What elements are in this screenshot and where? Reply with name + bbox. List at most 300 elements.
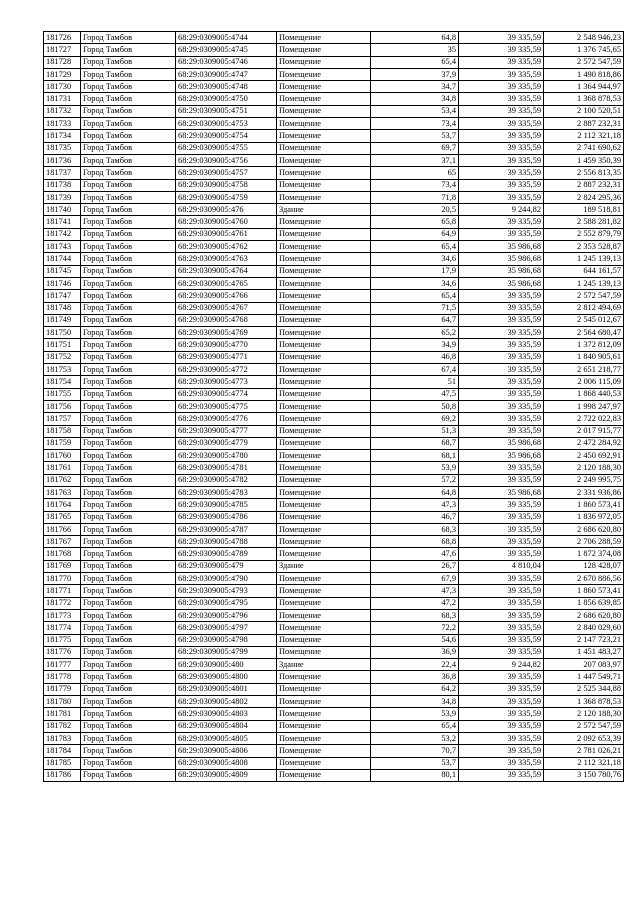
cadastral-number-cell: 68:29:0309005:4754	[176, 130, 277, 142]
cadastral-number-cell: 68:29:0309005:4802	[176, 696, 277, 708]
table-row	[44, 154, 624, 166]
unit-value-cell: 39 335,59	[459, 548, 544, 560]
unit-value-cell: 39 335,59	[459, 81, 544, 93]
cadastral-value-cell: 1 840 905,61	[544, 351, 624, 363]
unit-value-cell: 39 335,59	[459, 388, 544, 400]
area-cell: 34,6	[371, 253, 459, 265]
row-number-cell: 181777	[44, 659, 81, 671]
object-type-cell: Помещение	[277, 376, 371, 388]
object-type-cell: Помещение	[277, 400, 371, 412]
area-cell: 17,9	[371, 265, 459, 277]
row-number-cell: 181743	[44, 241, 81, 253]
row-number-cell: 181728	[44, 56, 81, 68]
table-row	[44, 523, 624, 535]
area-cell: 68,3	[371, 523, 459, 535]
table-row	[44, 474, 624, 486]
city-cell: Город Тамбов	[81, 105, 176, 117]
city-cell: Город Тамбов	[81, 167, 176, 179]
city-cell: Город Тамбов	[81, 425, 176, 437]
unit-value-cell: 39 335,59	[459, 44, 544, 56]
table-row	[44, 708, 624, 720]
cadastral-number-cell: 68:29:0309005:4771	[176, 351, 277, 363]
city-cell: Город Тамбов	[81, 277, 176, 289]
area-cell: 47,2	[371, 597, 459, 609]
city-cell: Город Тамбов	[81, 327, 176, 339]
object-type-cell: Помещение	[277, 314, 371, 326]
area-cell: 64,7	[371, 314, 459, 326]
object-type-cell: Помещение	[277, 474, 371, 486]
unit-value-cell: 39 335,59	[459, 671, 544, 683]
row-number-cell: 181753	[44, 364, 81, 376]
table-row	[44, 696, 624, 708]
cadastral-value-cell: 2 887 232,31	[544, 179, 624, 191]
city-cell: Город Тамбов	[81, 536, 176, 548]
row-number-cell: 181761	[44, 462, 81, 474]
table-row	[44, 277, 624, 289]
object-type-cell: Помещение	[277, 425, 371, 437]
unit-value-cell: 39 335,59	[459, 708, 544, 720]
object-type-cell: Помещение	[277, 105, 371, 117]
object-type-cell: Помещение	[277, 696, 371, 708]
city-cell: Город Тамбов	[81, 118, 176, 130]
row-number-cell: 181727	[44, 44, 81, 56]
unit-value-cell: 39 335,59	[459, 93, 544, 105]
unit-value-cell: 39 335,59	[459, 745, 544, 757]
unit-value-cell: 39 335,59	[459, 400, 544, 412]
table-row	[44, 413, 624, 425]
table-row	[44, 44, 624, 56]
area-cell: 65,4	[371, 720, 459, 732]
area-cell: 71,5	[371, 302, 459, 314]
object-type-cell: Помещение	[277, 167, 371, 179]
city-cell: Город Тамбов	[81, 302, 176, 314]
unit-value-cell: 9 244,82	[459, 659, 544, 671]
row-number-cell: 181742	[44, 228, 81, 240]
cadastral-value-cell: 2 112 321,18	[544, 130, 624, 142]
city-cell: Город Тамбов	[81, 622, 176, 634]
unit-value-cell: 39 335,59	[459, 105, 544, 117]
object-type-cell: Помещение	[277, 634, 371, 646]
row-number-cell: 181775	[44, 634, 81, 646]
area-cell: 68,3	[371, 609, 459, 621]
cadastral-value-cell: 2 572 547,59	[544, 56, 624, 68]
area-cell: 69,7	[371, 142, 459, 154]
object-type-cell: Помещение	[277, 622, 371, 634]
row-number-cell: 181745	[44, 265, 81, 277]
table-row	[44, 720, 624, 732]
city-cell: Город Тамбов	[81, 265, 176, 277]
object-type-cell: Помещение	[277, 732, 371, 744]
cadastral-number-cell: 68:29:0309005:4766	[176, 290, 277, 302]
table-row	[44, 634, 624, 646]
object-type-cell: Помещение	[277, 413, 371, 425]
cadastral-number-cell: 68:29:0309005:4745	[176, 44, 277, 56]
city-cell: Город Тамбов	[81, 720, 176, 732]
cadastral-value-cell: 644 161,57	[544, 265, 624, 277]
city-cell: Город Тамбов	[81, 68, 176, 80]
table-row	[44, 597, 624, 609]
object-type-cell: Помещение	[277, 339, 371, 351]
table-row	[44, 241, 624, 253]
cadastral-value-cell: 2 545 012,67	[544, 314, 624, 326]
city-cell: Город Тамбов	[81, 560, 176, 572]
object-type-cell: Помещение	[277, 302, 371, 314]
row-number-cell: 181751	[44, 339, 81, 351]
unit-value-cell: 39 335,59	[459, 68, 544, 80]
city-cell: Город Тамбов	[81, 130, 176, 142]
object-type-cell: Помещение	[277, 486, 371, 498]
row-number-cell: 181762	[44, 474, 81, 486]
cadastral-number-cell: 68:29:0309005:4793	[176, 585, 277, 597]
unit-value-cell: 39 335,59	[459, 474, 544, 486]
cadastral-number-cell: 68:29:0309005:4777	[176, 425, 277, 437]
row-number-cell: 181782	[44, 720, 81, 732]
unit-value-cell: 35 986,68	[459, 253, 544, 265]
cadastral-number-cell: 68:29:0309005:4809	[176, 769, 277, 781]
row-number-cell: 181747	[44, 290, 81, 302]
area-cell: 65,8	[371, 216, 459, 228]
object-type-cell: Помещение	[277, 462, 371, 474]
row-number-cell: 181785	[44, 757, 81, 769]
table-row	[44, 142, 624, 154]
unit-value-cell: 39 335,59	[459, 499, 544, 511]
cadastral-value-cell: 1 490 818,86	[544, 68, 624, 80]
city-cell: Город Тамбов	[81, 474, 176, 486]
table-row	[44, 105, 624, 117]
object-type-cell: Помещение	[277, 609, 371, 621]
city-cell: Город Тамбов	[81, 376, 176, 388]
unit-value-cell: 39 335,59	[459, 646, 544, 658]
row-number-cell: 181764	[44, 499, 81, 511]
area-cell: 36,8	[371, 671, 459, 683]
row-number-cell: 181767	[44, 536, 81, 548]
city-cell: Город Тамбов	[81, 732, 176, 744]
area-cell: 65,4	[371, 241, 459, 253]
unit-value-cell: 39 335,59	[459, 364, 544, 376]
unit-value-cell: 39 335,59	[459, 511, 544, 523]
cadastral-value-cell: 2 548 946,23	[544, 32, 624, 44]
table-row	[44, 437, 624, 449]
cadastral-number-cell: 68:29:0309005:4803	[176, 708, 277, 720]
table-row	[44, 646, 624, 658]
cadastral-number-cell: 68:29:0309005:4795	[176, 597, 277, 609]
cadastral-number-cell: 68:29:0309005:4786	[176, 511, 277, 523]
object-type-cell: Помещение	[277, 388, 371, 400]
table-row	[44, 609, 624, 621]
area-cell: 57,2	[371, 474, 459, 486]
object-type-cell: Помещение	[277, 277, 371, 289]
city-cell: Город Тамбов	[81, 191, 176, 203]
table-row	[44, 327, 624, 339]
cadastral-value-cell: 2 741 690,62	[544, 142, 624, 154]
area-cell: 22,4	[371, 659, 459, 671]
row-number-cell: 181732	[44, 105, 81, 117]
object-type-cell: Помещение	[277, 573, 371, 585]
cadastral-value-cell: 2 006 115,09	[544, 376, 624, 388]
table-row	[44, 671, 624, 683]
table-row	[44, 462, 624, 474]
area-cell: 47,3	[371, 585, 459, 597]
cadastral-value-cell: 1 860 573,41	[544, 585, 624, 597]
cadastral-value-cell: 2 670 886,56	[544, 573, 624, 585]
row-number-cell: 181759	[44, 437, 81, 449]
table-row	[44, 56, 624, 68]
cadastral-value-cell: 2 686 620,80	[544, 609, 624, 621]
cadastral-number-cell: 68:29:0309005:4806	[176, 745, 277, 757]
unit-value-cell: 39 335,59	[459, 597, 544, 609]
object-type-cell: Здание	[277, 659, 371, 671]
cadastral-number-cell: 68:29:0309005:4798	[176, 634, 277, 646]
city-cell: Город Тамбов	[81, 400, 176, 412]
table-row	[44, 486, 624, 498]
area-cell: 80,1	[371, 769, 459, 781]
area-cell: 26,7	[371, 560, 459, 572]
unit-value-cell: 39 335,59	[459, 413, 544, 425]
cadastral-number-cell: 68:29:0309005:4748	[176, 81, 277, 93]
object-type-cell: Помещение	[277, 327, 371, 339]
unit-value-cell: 39 335,59	[459, 769, 544, 781]
unit-value-cell: 39 335,59	[459, 179, 544, 191]
cadastral-value-cell: 1 447 549,71	[544, 671, 624, 683]
area-cell: 51	[371, 376, 459, 388]
area-cell: 46,7	[371, 511, 459, 523]
area-cell: 34,9	[371, 339, 459, 351]
unit-value-cell: 35 986,68	[459, 486, 544, 498]
cadastral-value-cell: 1 372 812,09	[544, 339, 624, 351]
cadastral-number-cell: 68:29:0309005:4756	[176, 154, 277, 166]
city-cell: Город Тамбов	[81, 646, 176, 658]
table-row	[44, 130, 624, 142]
area-cell: 46,8	[371, 351, 459, 363]
cadastral-number-cell: 68:29:0309005:4800	[176, 671, 277, 683]
unit-value-cell: 39 335,59	[459, 609, 544, 621]
cadastral-value-cell: 2 249 995,75	[544, 474, 624, 486]
row-number-cell: 181783	[44, 732, 81, 744]
row-number-cell: 181769	[44, 560, 81, 572]
cadastral-value-cell: 189 518,81	[544, 204, 624, 216]
row-number-cell: 181731	[44, 93, 81, 105]
cadastral-number-cell: 68:29:0309005:4785	[176, 499, 277, 511]
unit-value-cell: 39 335,59	[459, 523, 544, 535]
row-number-cell: 181755	[44, 388, 81, 400]
city-cell: Город Тамбов	[81, 671, 176, 683]
cadastral-value-cell: 2 100 520,51	[544, 105, 624, 117]
cadastral-value-cell: 2 450 692,91	[544, 450, 624, 462]
city-cell: Город Тамбов	[81, 413, 176, 425]
table-row	[44, 585, 624, 597]
object-type-cell: Здание	[277, 560, 371, 572]
table-row	[44, 265, 624, 277]
cadastral-value-cell: 3 150 780,76	[544, 769, 624, 781]
cadastral-value-cell: 2 840 029,60	[544, 622, 624, 634]
unit-value-cell: 39 335,59	[459, 696, 544, 708]
city-cell: Город Тамбов	[81, 351, 176, 363]
cadastral-number-cell: 68:29:0309005:4783	[176, 486, 277, 498]
table-row	[44, 68, 624, 80]
table-row	[44, 732, 624, 744]
area-cell: 37,9	[371, 68, 459, 80]
cadastral-number-cell: 68:29:0309005:4801	[176, 683, 277, 695]
area-cell: 71,8	[371, 191, 459, 203]
object-type-cell: Помещение	[277, 154, 371, 166]
cadastral-value-cell: 2 722 022,83	[544, 413, 624, 425]
table-row	[44, 314, 624, 326]
cadastral-value-cell: 2 112 321,18	[544, 757, 624, 769]
table-row	[44, 339, 624, 351]
table-row	[44, 388, 624, 400]
row-number-cell: 181734	[44, 130, 81, 142]
area-cell: 53,2	[371, 732, 459, 744]
cadastral-number-cell: 68:29:0309005:4780	[176, 450, 277, 462]
object-type-cell: Помещение	[277, 769, 371, 781]
city-cell: Город Тамбов	[81, 179, 176, 191]
table-row	[44, 769, 624, 781]
object-type-cell: Помещение	[277, 671, 371, 683]
unit-value-cell: 39 335,59	[459, 376, 544, 388]
unit-value-cell: 39 335,59	[459, 327, 544, 339]
cadastral-value-cell: 1 856 639,85	[544, 597, 624, 609]
city-cell: Город Тамбов	[81, 290, 176, 302]
object-type-cell: Помещение	[277, 683, 371, 695]
row-number-cell: 181780	[44, 696, 81, 708]
cadastral-number-cell: 68:29:0309005:4761	[176, 228, 277, 240]
unit-value-cell: 39 335,59	[459, 290, 544, 302]
cadastral-number-cell: 68:29:0309005:4764	[176, 265, 277, 277]
object-type-cell: Помещение	[277, 597, 371, 609]
unit-value-cell: 39 335,59	[459, 130, 544, 142]
table-row	[44, 425, 624, 437]
cadastral-number-cell: 68:29:0309005:4759	[176, 191, 277, 203]
city-cell: Город Тамбов	[81, 523, 176, 535]
cadastral-number-cell: 68:29:0309005:4753	[176, 118, 277, 130]
row-number-cell: 181726	[44, 32, 81, 44]
row-number-cell: 181774	[44, 622, 81, 634]
row-number-cell: 181754	[44, 376, 81, 388]
object-type-cell: Помещение	[277, 364, 371, 376]
row-number-cell: 181757	[44, 413, 81, 425]
cadastral-value-cell: 2 556 813,35	[544, 167, 624, 179]
unit-value-cell: 39 335,59	[459, 142, 544, 154]
cadastral-number-cell: 68:29:0309005:4770	[176, 339, 277, 351]
cadastral-value-cell: 2 572 547,59	[544, 720, 624, 732]
table-row	[44, 253, 624, 265]
area-cell: 73,4	[371, 118, 459, 130]
cadastral-value-cell: 2 564 680,47	[544, 327, 624, 339]
cadastral-value-cell: 2 120 188,30	[544, 708, 624, 720]
city-cell: Город Тамбов	[81, 56, 176, 68]
cadastral-value-cell: 2 588 281,82	[544, 216, 624, 228]
object-type-cell: Помещение	[277, 130, 371, 142]
row-number-cell: 181737	[44, 167, 81, 179]
area-cell: 50,8	[371, 400, 459, 412]
cadastral-value-cell: 1 451 483,27	[544, 646, 624, 658]
row-number-cell: 181735	[44, 142, 81, 154]
area-cell: 35	[371, 44, 459, 56]
row-number-cell: 181750	[44, 327, 81, 339]
cadastral-value-cell: 1 860 573,41	[544, 499, 624, 511]
row-number-cell: 181781	[44, 708, 81, 720]
cadastral-value-cell: 1 368 878,53	[544, 93, 624, 105]
unit-value-cell: 39 335,59	[459, 683, 544, 695]
row-number-cell: 181756	[44, 400, 81, 412]
cadastral-number-cell: 68:29:0309005:4797	[176, 622, 277, 634]
cadastral-number-cell: 68:29:0309005:4762	[176, 241, 277, 253]
row-number-cell: 181765	[44, 511, 81, 523]
cadastral-value-cell: 2 147 723,21	[544, 634, 624, 646]
cadastral-value-cell: 1 836 972,05	[544, 511, 624, 523]
object-type-cell: Помещение	[277, 56, 371, 68]
table-row	[44, 179, 624, 191]
area-cell: 47,5	[371, 388, 459, 400]
area-cell: 51,3	[371, 425, 459, 437]
row-number-cell: 181758	[44, 425, 81, 437]
area-cell: 36,9	[371, 646, 459, 658]
area-cell: 34,7	[371, 81, 459, 93]
table-row	[44, 191, 624, 203]
object-type-cell: Помещение	[277, 351, 371, 363]
row-number-cell: 181768	[44, 548, 81, 560]
city-cell: Город Тамбов	[81, 204, 176, 216]
city-cell: Город Тамбов	[81, 437, 176, 449]
cadastral-number-cell: 68:29:0309005:4804	[176, 720, 277, 732]
area-cell: 70,7	[371, 745, 459, 757]
cadastral-number-cell: 68:29:0309005:4755	[176, 142, 277, 154]
object-type-cell: Помещение	[277, 548, 371, 560]
cadastral-value-cell: 2 781 026,21	[544, 745, 624, 757]
city-cell: Город Тамбов	[81, 314, 176, 326]
unit-value-cell: 39 335,59	[459, 585, 544, 597]
city-cell: Город Тамбов	[81, 696, 176, 708]
area-cell: 54,6	[371, 634, 459, 646]
cadastral-number-cell: 68:29:0309005:4781	[176, 462, 277, 474]
city-cell: Город Тамбов	[81, 609, 176, 621]
cadastral-number-cell: 68:29:0309005:479	[176, 560, 277, 572]
cadastral-value-cell: 1 459 350,39	[544, 154, 624, 166]
object-type-cell: Помещение	[277, 191, 371, 203]
table-row	[44, 351, 624, 363]
table-body	[44, 32, 624, 782]
cadastral-number-cell: 68:29:0309005:4779	[176, 437, 277, 449]
table-row	[44, 32, 624, 44]
area-cell: 34,8	[371, 696, 459, 708]
unit-value-cell: 39 335,59	[459, 314, 544, 326]
city-cell: Город Тамбов	[81, 253, 176, 265]
object-type-cell: Помещение	[277, 93, 371, 105]
cadastral-number-cell: 68:29:0309005:476	[176, 204, 277, 216]
city-cell: Город Тамбов	[81, 241, 176, 253]
city-cell: Город Тамбов	[81, 32, 176, 44]
area-cell: 47,6	[371, 548, 459, 560]
city-cell: Город Тамбов	[81, 573, 176, 585]
city-cell: Город Тамбов	[81, 757, 176, 769]
area-cell: 69,2	[371, 413, 459, 425]
cadastral-value-cell: 2 824 295,36	[544, 191, 624, 203]
area-cell: 53,4	[371, 105, 459, 117]
object-type-cell: Помещение	[277, 720, 371, 732]
unit-value-cell: 39 335,59	[459, 191, 544, 203]
area-cell: 53,9	[371, 462, 459, 474]
unit-value-cell: 39 335,59	[459, 118, 544, 130]
city-cell: Город Тамбов	[81, 634, 176, 646]
city-cell: Город Тамбов	[81, 388, 176, 400]
cadastral-value-cell: 1 998 247,97	[544, 400, 624, 412]
cadastral-number-cell: 68:29:0309005:4787	[176, 523, 277, 535]
cadastral-value-cell: 2 552 879,79	[544, 228, 624, 240]
cadastral-value-cell: 1 245 139,13	[544, 253, 624, 265]
area-cell: 65,4	[371, 290, 459, 302]
cadastral-number-cell: 68:29:0309005:4746	[176, 56, 277, 68]
cadastral-number-cell: 68:29:0309005:4774	[176, 388, 277, 400]
